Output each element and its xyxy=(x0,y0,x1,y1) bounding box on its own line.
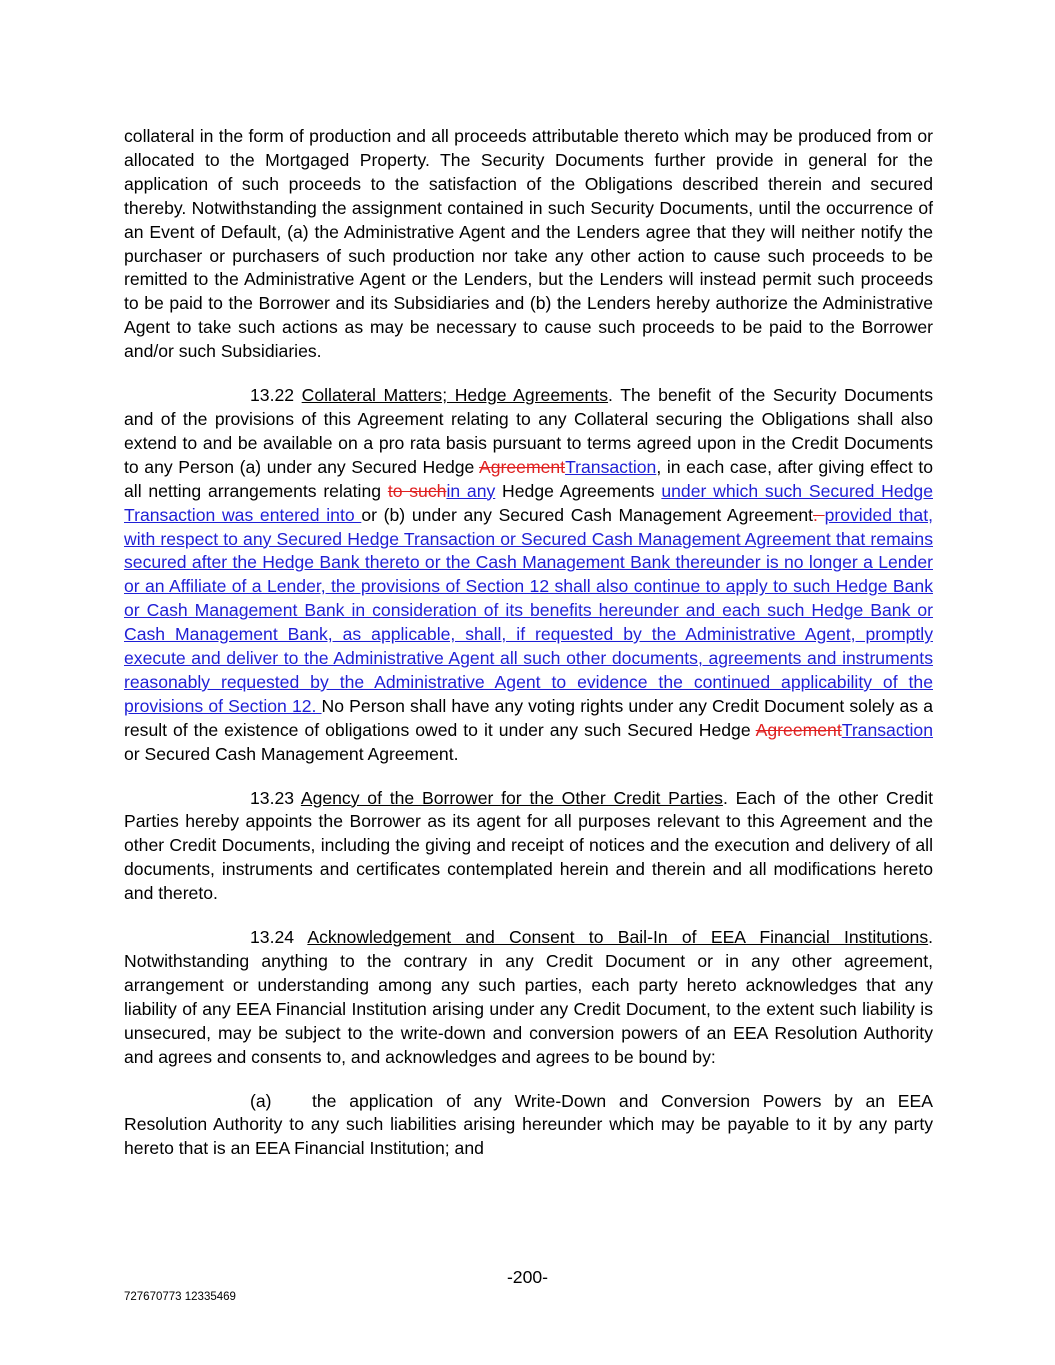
deleted-text: Agreement xyxy=(479,456,566,477)
section-heading: Acknowledgement and Consent to Bail-In of EEA Financial Institutions xyxy=(307,927,929,948)
deleted-text: Agreement xyxy=(755,719,842,740)
deleted-text: to such xyxy=(387,480,447,501)
section-13-24: 13.24 Acknowledgement and Consent to Bail-In of EEA Financial Institutions. Notwithstanding anything to the contrary in any Credit Document or in any other agreement, arrangement or understanding among any such parties, each party hereto acknowledges that any liability of any EEA Financial Institution arising under any Credit Document, to the extent such liability is unsecured, may be subject to the write-down and conversion powers of an EEA Resolution Authority and agrees and consents to, and acknowledges and agrees to be bound by: xyxy=(124,927,934,1067)
paragraph-continued: collateral in the form of production and all proceeds attributable thereto which may be produced from or allocated to the Mortgaged Property. The Security Documents further provide in general for the application of such proceeds to the satisfaction of the Obligations described therein and secured thereby. Notwithstanding the assignment contained in such Security Documents, until the occurrence of an Event of Default, (a) the Administrative Agent and the Lenders agree that they will neither notify the purchaser or purchasers of such production nor take any other action to cause such proceeds to be remitted to the Administrative Agent or the Lenders, but the Lenders will instead permit such proceeds to be paid to the Borrower and its Subsidiaries and (b) the Lenders hereby authorize the Administrative Agent to take such actions as may be necessary to cause such proceeds to be paid to the Borrower and/or such Subsidiaries. xyxy=(124,126,933,362)
inserted-text: Transaction xyxy=(841,719,933,740)
deleted-text: . xyxy=(813,504,825,525)
section-heading: Agency of the Borrower for the Other Credit Parties xyxy=(300,787,723,808)
inserted-text: under which such Secured Hedge Transaction was entered into xyxy=(124,480,933,525)
clause-label: (a) xyxy=(250,1090,272,1111)
section-13-22: 13.22 Collateral Matters; Hedge Agreements. The benefit of the Security Documents and of the provisions of this Agreement relating to any Collateral securing the Obligations shall also extend to and be available on a pro rata basis pursuant to terms agreed upon in the Credit Documents to any Person (a) under any Secured Hedge AgreementTransaction, in each case, after giving effect to all netting arrangements relating to suchin any Hedge Agreements under which such Secured Hedge Transaction was entered into or (b) under any Secured Cash Management Agreement. provided that, with respect to any Secured Hedge Transaction or Secured Cash Management Agreement that remains secured after the Hedge Bank thereto or the Cash Management Bank thereunder is no longer a Lender or an Affiliate of a Lender, the provisions of Section 12 shall also continue to apply to such Hedge Bank or Cash Management Bank in consideration of its benefits hereunder and each such Hedge Bank or Cash Management Bank, as applicable, shall, if requested by the Administrative Agent, promptly execute and deliver to the Administrative Agent all such other documents, agreements and instruments reasonably requested by the Administrative Agent to evidence the continued applicability of the provisions of Section 12. No Person shall have any voting rights under any Credit Document solely as a result of the existence of obligations owed to it under any such Secured Hedge AgreementTransaction or Secured Cash Management Agreement. xyxy=(124,385,934,764)
section-13-23: 13.23 Agency of the Borrower for the Other Credit Parties. Each of the other Credit Parties hereby appoints the Borrower as its agent for all purposes relevant to this Agreement and the other Credit Documents, including the giving and receipt of notices and the execution and delivery of all documents, instruments and certificates contemplated herein and therein and all modifications hereto and thereto. xyxy=(124,787,933,904)
inserted-text: Transaction xyxy=(565,456,657,477)
section-heading: Collateral Matters; Hedge Agreements xyxy=(301,385,609,406)
page-number: -200- xyxy=(506,1267,549,1287)
section-number: 13.24 xyxy=(250,927,295,948)
inserted-text: in any xyxy=(446,480,496,501)
document-id: 727670773 12335469 xyxy=(124,1291,236,1303)
section-number: 13.22 xyxy=(250,385,295,406)
section-number: 13.23 xyxy=(250,787,295,808)
inserted-text: provided that, with respect to any Secured Hedge Transaction or Secured Cash Management Agreement that remains secured after the Hedge Bank thereto or the Cash Management Bank thereunder is no longer a Lender or an Affiliate of a Lender, the provisions of Section 12 shall also continue to apply to such Hedge Bank or Cash Management Bank in consideration of its benefits hereunder and each such Hedge Bank or Cash Management Bank, as applicable, shall, if requested by the Administrative Agent, promptly execute and deliver to the Administrative Agent all such other documents, agreements and instruments reasonably requested by the Administrative Agent to evidence the continued applicability of the provisions of Section 12. xyxy=(124,504,933,716)
clause-a: (a) the application of any Write-Down and Conversion Powers by an EEA Resolution Authority to any such liabilities arising hereunder which may be payable to it by any party hereto that is an EEA Financial Institution; and xyxy=(124,1090,933,1159)
document-body xyxy=(124,125,933,1181)
